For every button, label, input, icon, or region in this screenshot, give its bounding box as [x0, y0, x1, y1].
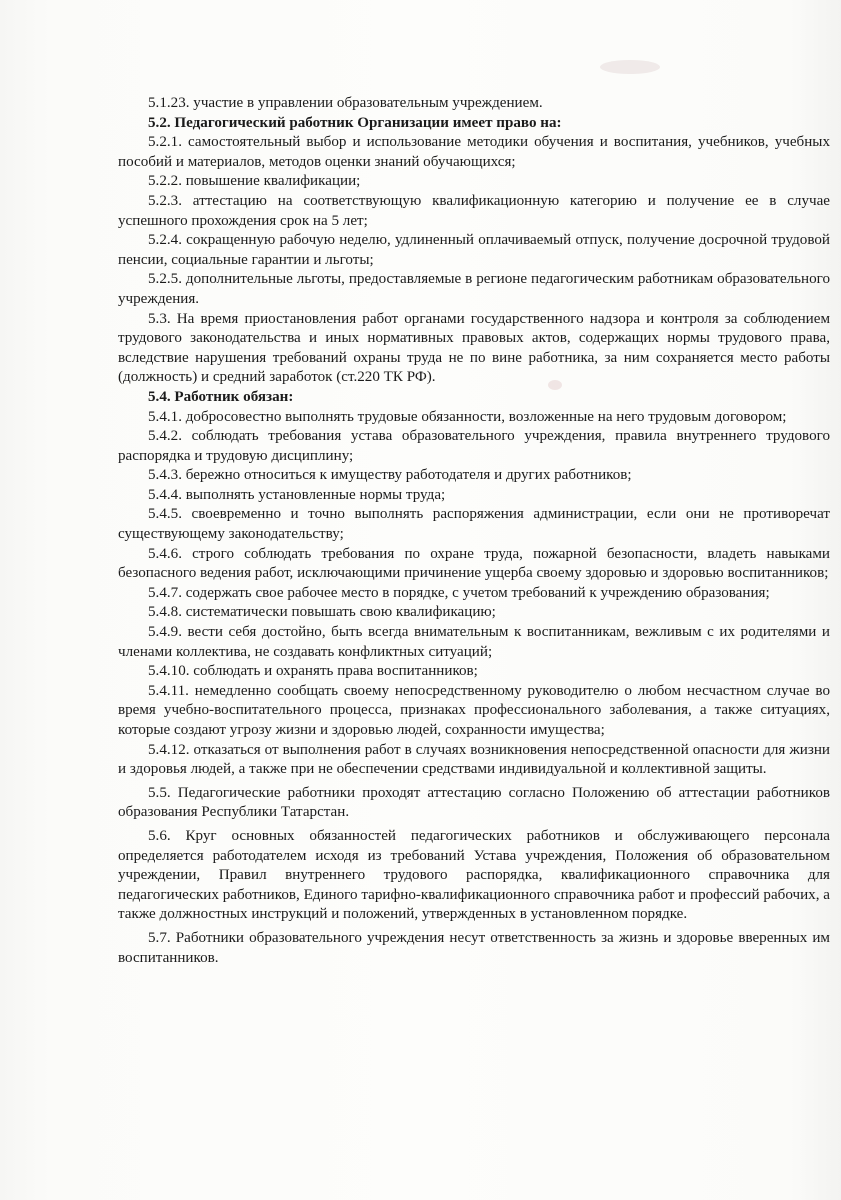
scan-smudge	[600, 60, 660, 74]
paragraph-5-6: 5.6. Круг основных обязанностей педагогических работников и обслуживающего персонала определяется работодателем исходя из требований Устава учреждения, Положения об образовательном учреждении, Правил внутреннего трудового распорядка, квалификационного справочника для педагогических работников, Единого тарифно-квалификационного справочника работ и профессий рабочих, а также должностных инструкций и положений, утвержденных в установленном порядке.	[118, 827, 830, 923]
paragraph-5-4-3: 5.4.3. бережно относиться к имуществу работодателя и других работников;	[148, 467, 632, 484]
paragraph-5-2-2: 5.2.2. повышение квалификации;	[148, 173, 361, 190]
paragraph-5-4-12: 5.4.12. отказаться от выполнения работ в случаях возникновения непосредственной опасности для жизни и здоровья людей, а также при не обеспечении средствами индивидуальной и коллективной защиты.	[118, 741, 830, 778]
paragraph-5-4-4: 5.4.4. выполнять установленные нормы труда;	[148, 486, 446, 503]
paragraph-5-2-3: 5.2.3. аттестацию на соответствующую квалификационную категорию и получение ее в случае успешного прохождения срок на 5 лет;	[118, 192, 830, 229]
paragraph-5-4-8: 5.4.8. систематически повышать свою квалификацию;	[148, 604, 496, 621]
paragraph-5-4-9: 5.4.9. вести себя достойно, быть всегда внимательным к воспитанникам, вежливым с их родителями и членами коллектива, не создавать конфликтных ситуаций;	[118, 624, 830, 660]
paragraph-5-3: 5.3. На время приостановления работ органами государственного надзора и контроля за соблюдением трудового законодательства и иных нормативных правовых актов, содержащих нормы трудового права, вследствие нарушения требований охраны труда не по вине работника, за ним сохраняется место работы (должность) и средний заработок (ст.220 ТК РФ).	[118, 310, 830, 386]
heading-5-2: 5.2. Педагогический работник Организации имеет право на:	[148, 114, 562, 131]
paragraph-5-4-11: 5.4.11. немедленно сообщать своему непосредственному руководителю о любом несчастном случае во время учебно-воспитательного процесса, признаках профессионального заболевания, а также ситуациях, которые создают угрозу жизни и здоровью людей, сохранности имущества;	[118, 682, 830, 738]
paragraph-5-4-6: 5.4.6. строго соблюдать требования по охране труда, пожарной безопасности, владеть навыками безопасного ведения работ, исключающими причинение ущерба своему здоровью и здоровью воспитанников;	[118, 545, 830, 582]
paragraph-5-4-1: 5.4.1. добросовестно выполнять трудовые обязанности, возложенные на него трудовым договором;	[148, 408, 787, 425]
paragraph-5-1-23: 5.1.23. участие в управлении образовательным учреждением.	[148, 95, 543, 111]
paragraph-5-4-5: 5.4.5. своевременно и точно выполнять распоряжения администрации, если они не противоречат существующему законодательству;	[118, 506, 830, 543]
paragraph-5-4-7: 5.4.7. содержать свое рабочее место в порядке, с учетом требований к учреждению образования;	[148, 584, 770, 601]
paragraph-5-4-10: 5.4.10. соблюдать и охранять права воспитанников;	[148, 663, 478, 680]
paragraph-5-2-5: 5.2.5. дополнительные льготы, предоставляемые в регионе педагогическим работникам образовательного учреждения.	[118, 271, 830, 307]
paragraph-5-2-4: 5.2.4. сокращенную рабочую неделю, удлиненный оплачиваемый отпуск, получение досрочной трудовой пенсии, социальные гарантии и льготы;	[118, 232, 830, 268]
heading-5-4: 5.4. Работник обязан:	[148, 388, 294, 405]
document-text	[118, 94, 830, 968]
paragraph-5-2-1: 5.2.1. самостоятельный выбор и использование методики обучения и воспитания, учебников, учебных пособий и материалов, методов оценки знаний обучающихся;	[118, 134, 830, 170]
paragraph-5-4-2: 5.4.2. соблюдать требования устава образовательного учреждения, правила внутреннего трудового распорядка и трудовую дисциплину;	[118, 428, 830, 464]
paragraph-5-5: 5.5. Педагогические работники проходят аттестацию согласно Положению об аттестации работников образования Республики Татарстан.	[118, 784, 830, 821]
paragraph-5-7: 5.7. Работники образовательного учреждения несут ответственность за жизнь и здоровье вверенных им воспитанников.	[118, 929, 830, 966]
